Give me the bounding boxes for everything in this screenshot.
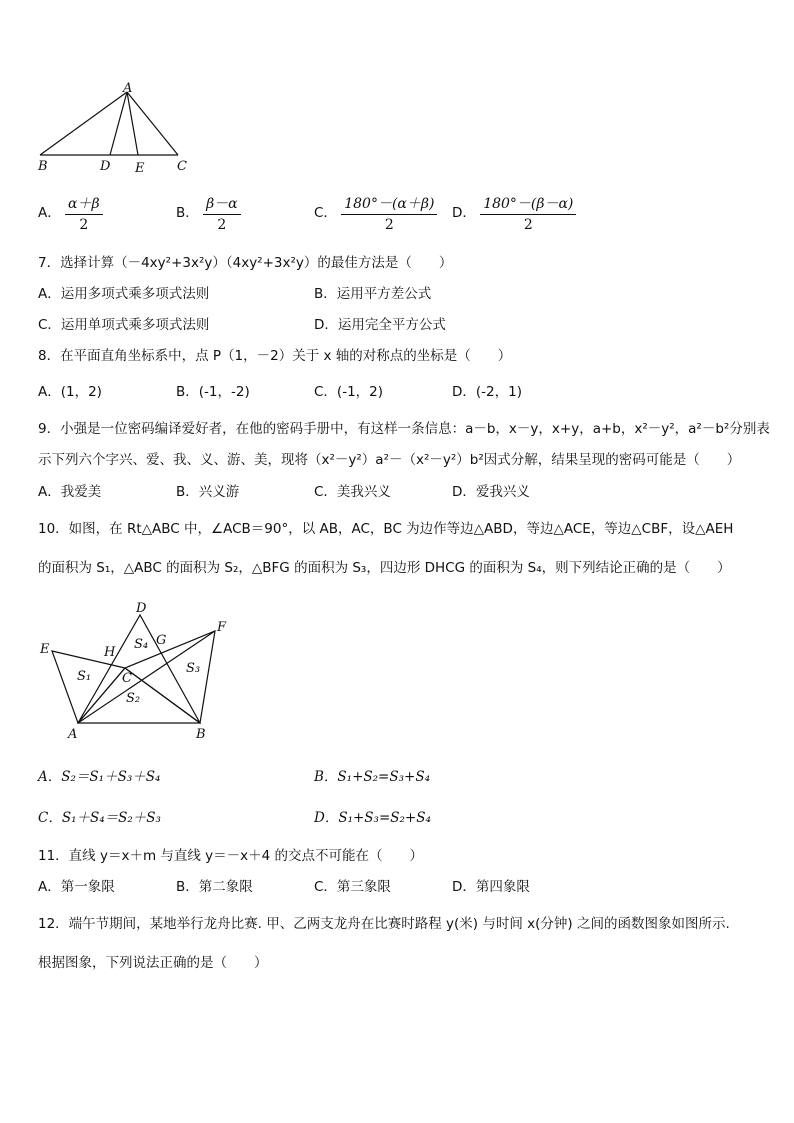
q7-option-d[interactable]: D．运用完全平方公式: [314, 317, 446, 333]
figure-equilateral-triangles: [30, 598, 245, 743]
q9-stem-line1: 9．小强是一位密码编译爱好者，在他的密码手册中，有这样一条信息：a－b，x－y，x+y，a+b，x²－y²，a²－b²分别表: [38, 421, 770, 437]
label-b: B: [38, 159, 48, 174]
label-s4: S₄: [134, 637, 149, 652]
label-s2: S₂: [126, 691, 141, 706]
q10-option-c[interactable]: C．S₁＋S₄＝S₂＋S₃: [38, 810, 161, 826]
q8-stem: 8．在平面直角坐标系中，点 P（1，－2）关于 x 轴的对称点的坐标是（ ）: [38, 348, 512, 364]
label-d: D: [136, 601, 147, 616]
q11-option-b[interactable]: B．第二象限: [176, 879, 253, 895]
label-g: G: [156, 633, 167, 648]
q10-option-d[interactable]: D．S₁+S₃=S₂+S₄: [314, 810, 431, 826]
q8-option-d[interactable]: D．(-2，1): [452, 384, 522, 400]
label-d: D: [100, 159, 111, 174]
q9-option-b[interactable]: B．兴义游: [176, 484, 240, 500]
label-a: A: [68, 727, 78, 742]
q9-option-a[interactable]: A．我爱美: [38, 484, 102, 500]
label-s3: S₃: [186, 661, 201, 676]
q11-option-d[interactable]: D．第四象限: [452, 879, 530, 895]
q12-stem-line1: 12．端午节期间，某地举行龙舟比赛. 甲、乙两支龙舟在比赛时路程 y(米) 与时间 x(分钟) 之间的函数图象如图所示.: [38, 916, 730, 932]
fraction: $\frac{\alpha+\beta}{2}$: [65, 193, 103, 233]
q6-option-c[interactable]: C． $\frac{180^\circ-(\alpha+\beta)}{2}$: [314, 193, 437, 233]
q10-option-b[interactable]: B．S₁+S₂=S₃+S₄: [314, 769, 430, 785]
q8-option-b[interactable]: B．(-1，-2): [176, 384, 250, 400]
q9-option-c[interactable]: C．美我兴义: [314, 484, 391, 500]
fraction: $\frac{180^\circ-(\alpha+\beta)}{2}$: [341, 193, 437, 233]
label-f: F: [217, 620, 227, 635]
q8-option-a[interactable]: A．(1，2): [38, 384, 102, 400]
q11-option-a[interactable]: A．第一象限: [38, 879, 115, 895]
label-h: H: [104, 645, 116, 660]
q6-option-a[interactable]: A． $\frac{\alpha+\beta}{2}$: [38, 193, 103, 233]
label-s1: S₁: [77, 669, 92, 684]
label-c: C: [122, 671, 132, 686]
q10-stem-line1: 10．如图，在 Rt△ABC 中，∠ACB＝90°，以 AB，AC，BC 为边作等边△ABD，等边△ACE，等边△CBF，设△AEH: [38, 521, 734, 537]
q8-option-c[interactable]: C．(-1，2): [314, 384, 384, 400]
q12-stem-line2: 根据图象，下列说法正确的是（ ）: [38, 955, 268, 971]
q7-option-a[interactable]: A．运用多项式乘多项式法则: [38, 286, 210, 302]
q7-stem: 7．选择计算（－4xy²+3x²y）（4xy²+3x²y）的最佳方法是（ ）: [38, 255, 453, 271]
q11-option-c[interactable]: C．第三象限: [314, 879, 391, 895]
label-e: E: [135, 161, 145, 176]
q9-stem-line2: 示下列六个字兴、爱、我、义、游、美，现将（x²－y²）a²－（x²－y²）b²因式分解，结果呈现的密码可能是（ ）: [38, 452, 741, 468]
q10-option-a[interactable]: A．S₂＝S₁＋S₃＋S₄: [38, 769, 161, 785]
q10-stem-line2: 的面积为 S₁，△ABC 的面积为 S₂，△BFG 的面积为 S₃，四边形 DHCG 的面积为 S₄，则下列结论正确的是（ ）: [38, 560, 731, 576]
q9-option-d[interactable]: D．爱我兴义: [452, 484, 530, 500]
q11-stem: 11．直线 y＝x＋m 与直线 y＝－x＋4 的交点不可能在（ ）: [38, 848, 424, 864]
q6-option-d[interactable]: D． $\frac{180^\circ-(\beta-\alpha)}{2}$: [452, 193, 576, 233]
figure-triangle-abc: [30, 80, 200, 180]
label-e: E: [40, 642, 50, 657]
q7-option-b[interactable]: B．运用平方差公式: [314, 286, 432, 302]
fraction: $\frac{\beta-\alpha}{2}$: [203, 193, 241, 233]
label-b: B: [196, 727, 206, 742]
q7-option-c[interactable]: C．运用单项式乘多项式法则: [38, 317, 210, 333]
label-a: A: [123, 81, 133, 96]
label-c: C: [177, 159, 187, 174]
fraction: $\frac{180^\circ-(\beta-\alpha)}{2}$: [480, 193, 576, 233]
q6-option-b[interactable]: B． $\frac{\beta-\alpha}{2}$: [176, 193, 241, 233]
